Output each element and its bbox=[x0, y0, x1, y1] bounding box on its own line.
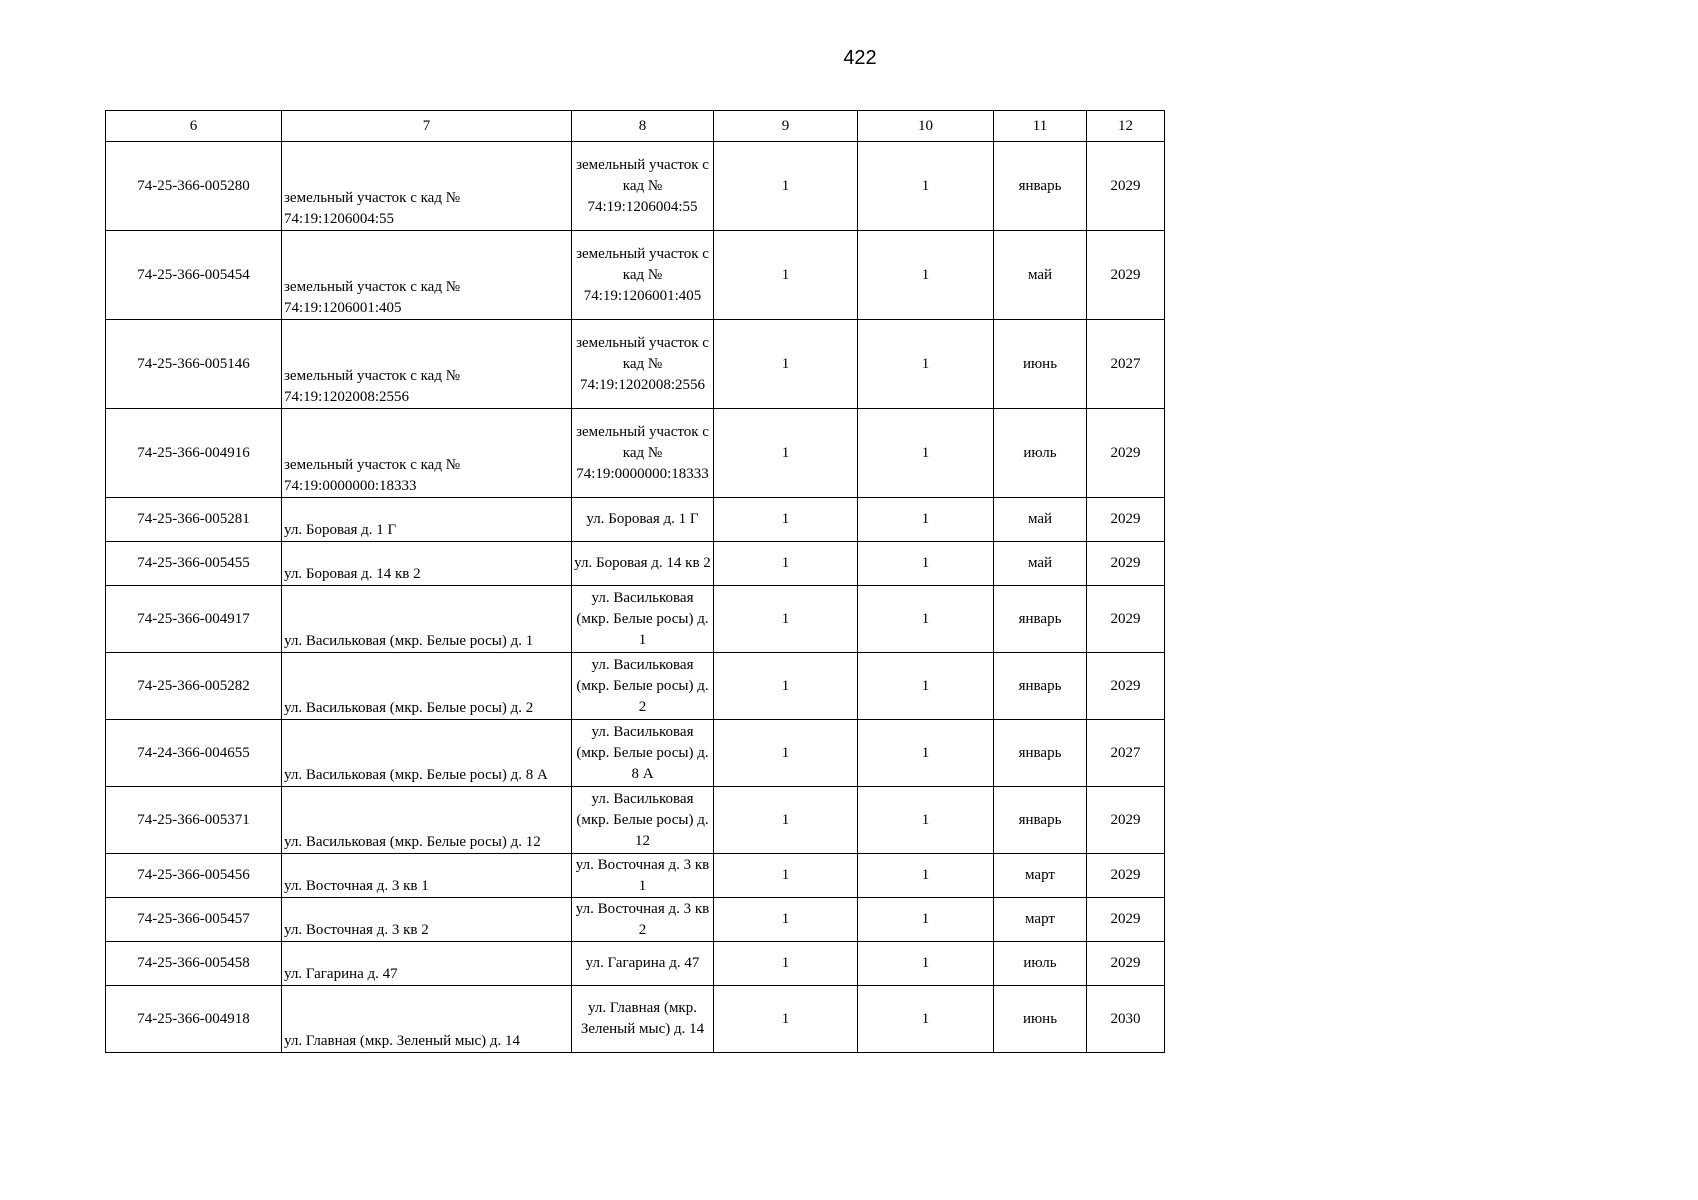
month-cell: май bbox=[994, 231, 1087, 320]
count-cell: 1 bbox=[714, 898, 858, 942]
table-row bbox=[106, 720, 1165, 787]
identifier-cell: 74-25-366-004916 bbox=[106, 409, 282, 498]
column-header: 9 bbox=[714, 111, 858, 142]
count-cell: 1 bbox=[714, 542, 858, 586]
object-cell: ул. Главная (мкр. Зеленый мыс) д. 14 bbox=[572, 986, 714, 1053]
table-row bbox=[106, 498, 1165, 542]
object-cell: земельный участок с кад № 74:19:1202008:2556 bbox=[572, 320, 714, 409]
column-header: 6 bbox=[106, 111, 282, 142]
month-cell: май bbox=[994, 542, 1087, 586]
count-cell: 1 bbox=[714, 409, 858, 498]
object-cell: ул. Васильковая (мкр. Белые росы) д. 2 bbox=[572, 653, 714, 720]
month-cell: июнь bbox=[994, 986, 1087, 1053]
count-cell: 1 bbox=[714, 854, 858, 898]
address-cell: земельный участок с кад № 74:19:1202008:2556 bbox=[282, 320, 572, 409]
identifier-cell: 74-25-366-005280 bbox=[106, 142, 282, 231]
quantity-cell: 1 bbox=[858, 409, 994, 498]
table-row bbox=[106, 942, 1165, 986]
count-cell: 1 bbox=[714, 787, 858, 854]
month-cell: июнь bbox=[994, 320, 1087, 409]
header-row bbox=[106, 111, 1165, 142]
address-cell: ул. Восточная д. 3 кв 2 bbox=[282, 898, 572, 942]
table-row bbox=[106, 542, 1165, 586]
year-cell: 2030 bbox=[1087, 986, 1165, 1053]
identifier-cell: 74-25-366-004918 bbox=[106, 986, 282, 1053]
quantity-cell: 1 bbox=[858, 586, 994, 653]
count-cell: 1 bbox=[714, 320, 858, 409]
quantity-cell: 1 bbox=[858, 720, 994, 787]
count-cell: 1 bbox=[714, 653, 858, 720]
object-cell: ул. Васильковая (мкр. Белые росы) д. 1 bbox=[572, 586, 714, 653]
page-number: 422 bbox=[843, 47, 877, 69]
year-cell: 2029 bbox=[1087, 586, 1165, 653]
identifier-cell: 74-25-366-005281 bbox=[106, 498, 282, 542]
table-row bbox=[106, 898, 1165, 942]
identifier-cell: 74-25-366-005146 bbox=[106, 320, 282, 409]
address-cell: ул. Васильковая (мкр. Белые росы) д. 2 bbox=[282, 653, 572, 720]
identifier-cell: 74-25-366-005457 bbox=[106, 898, 282, 942]
count-cell: 1 bbox=[714, 231, 858, 320]
year-cell: 2029 bbox=[1087, 231, 1165, 320]
table-row bbox=[106, 231, 1165, 320]
year-cell: 2029 bbox=[1087, 854, 1165, 898]
count-cell: 1 bbox=[714, 586, 858, 653]
count-cell: 1 bbox=[714, 142, 858, 231]
count-cell: 1 bbox=[714, 720, 858, 787]
object-cell: ул. Восточная д. 3 кв 2 bbox=[572, 898, 714, 942]
year-cell: 2029 bbox=[1087, 409, 1165, 498]
table-row bbox=[106, 854, 1165, 898]
identifier-cell: 74-25-366-005458 bbox=[106, 942, 282, 986]
year-cell: 2029 bbox=[1087, 942, 1165, 986]
quantity-cell: 1 bbox=[858, 653, 994, 720]
object-cell: ул. Восточная д. 3 кв 1 bbox=[572, 854, 714, 898]
month-cell: июль bbox=[994, 409, 1087, 498]
column-header: 8 bbox=[572, 111, 714, 142]
identifier-cell: 74-25-366-005456 bbox=[106, 854, 282, 898]
registry-table bbox=[105, 110, 1165, 1053]
month-cell: март bbox=[994, 898, 1087, 942]
table-row bbox=[106, 787, 1165, 854]
quantity-cell: 1 bbox=[858, 320, 994, 409]
month-cell: март bbox=[994, 854, 1087, 898]
address-cell: ул. Боровая д. 14 кв 2 bbox=[282, 542, 572, 586]
count-cell: 1 bbox=[714, 942, 858, 986]
identifier-cell: 74-25-366-005455 bbox=[106, 542, 282, 586]
table-row bbox=[106, 653, 1165, 720]
quantity-cell: 1 bbox=[858, 986, 994, 1053]
address-cell: ул. Восточная д. 3 кв 1 bbox=[282, 854, 572, 898]
table-row bbox=[106, 142, 1165, 231]
identifier-cell: 74-25-366-004917 bbox=[106, 586, 282, 653]
object-cell: ул. Боровая д. 14 кв 2 bbox=[572, 542, 714, 586]
address-cell: ул. Боровая д. 1 Г bbox=[282, 498, 572, 542]
month-cell: июль bbox=[994, 942, 1087, 986]
month-cell: январь bbox=[994, 720, 1087, 787]
month-cell: январь bbox=[994, 787, 1087, 854]
object-cell: ул. Васильковая (мкр. Белые росы) д. 8 А bbox=[572, 720, 714, 787]
month-cell: январь bbox=[994, 586, 1087, 653]
quantity-cell: 1 bbox=[858, 542, 994, 586]
table-row bbox=[106, 320, 1165, 409]
quantity-cell: 1 bbox=[858, 854, 994, 898]
quantity-cell: 1 bbox=[858, 898, 994, 942]
quantity-cell: 1 bbox=[858, 787, 994, 854]
column-header: 12 bbox=[1087, 111, 1165, 142]
address-cell: земельный участок с кад № 74:19:1206001:405 bbox=[282, 231, 572, 320]
address-cell: ул. Васильковая (мкр. Белые росы) д. 8 А bbox=[282, 720, 572, 787]
year-cell: 2029 bbox=[1087, 542, 1165, 586]
quantity-cell: 1 bbox=[858, 498, 994, 542]
year-cell: 2029 bbox=[1087, 498, 1165, 542]
column-header: 10 bbox=[858, 111, 994, 142]
year-cell: 2027 bbox=[1087, 720, 1165, 787]
month-cell: январь bbox=[994, 142, 1087, 231]
year-cell: 2027 bbox=[1087, 320, 1165, 409]
year-cell: 2029 bbox=[1087, 653, 1165, 720]
quantity-cell: 1 bbox=[858, 231, 994, 320]
address-cell: ул. Гагарина д. 47 bbox=[282, 942, 572, 986]
year-cell: 2029 bbox=[1087, 787, 1165, 854]
address-cell: ул. Васильковая (мкр. Белые росы) д. 1 bbox=[282, 586, 572, 653]
quantity-cell: 1 bbox=[858, 942, 994, 986]
object-cell: земельный участок с кад № 74:19:1206001:405 bbox=[572, 231, 714, 320]
count-cell: 1 bbox=[714, 986, 858, 1053]
object-cell: ул. Боровая д. 1 Г bbox=[572, 498, 714, 542]
table-row bbox=[106, 409, 1165, 498]
identifier-cell: 74-25-366-005282 bbox=[106, 653, 282, 720]
column-header: 7 bbox=[282, 111, 572, 142]
identifier-cell: 74-25-366-005371 bbox=[106, 787, 282, 854]
year-cell: 2029 bbox=[1087, 898, 1165, 942]
object-cell: земельный участок с кад № 74:19:1206004:55 bbox=[572, 142, 714, 231]
address-cell: земельный участок с кад № 74:19:0000000:18333 bbox=[282, 409, 572, 498]
column-header: 11 bbox=[994, 111, 1087, 142]
identifier-cell: 74-25-366-005454 bbox=[106, 231, 282, 320]
table-row bbox=[106, 986, 1165, 1053]
address-cell: земельный участок с кад № 74:19:1206004:55 bbox=[282, 142, 572, 231]
object-cell: земельный участок с кад № 74:19:0000000:18333 bbox=[572, 409, 714, 498]
year-cell: 2029 bbox=[1087, 142, 1165, 231]
month-cell: май bbox=[994, 498, 1087, 542]
count-cell: 1 bbox=[714, 498, 858, 542]
address-cell: ул. Главная (мкр. Зеленый мыс) д. 14 bbox=[282, 986, 572, 1053]
table-row bbox=[106, 586, 1165, 653]
quantity-cell: 1 bbox=[858, 142, 994, 231]
object-cell: ул. Васильковая (мкр. Белые росы) д. 12 bbox=[572, 787, 714, 854]
identifier-cell: 74-24-366-004655 bbox=[106, 720, 282, 787]
month-cell: январь bbox=[994, 653, 1087, 720]
address-cell: ул. Васильковая (мкр. Белые росы) д. 12 bbox=[282, 787, 572, 854]
object-cell: ул. Гагарина д. 47 bbox=[572, 942, 714, 986]
